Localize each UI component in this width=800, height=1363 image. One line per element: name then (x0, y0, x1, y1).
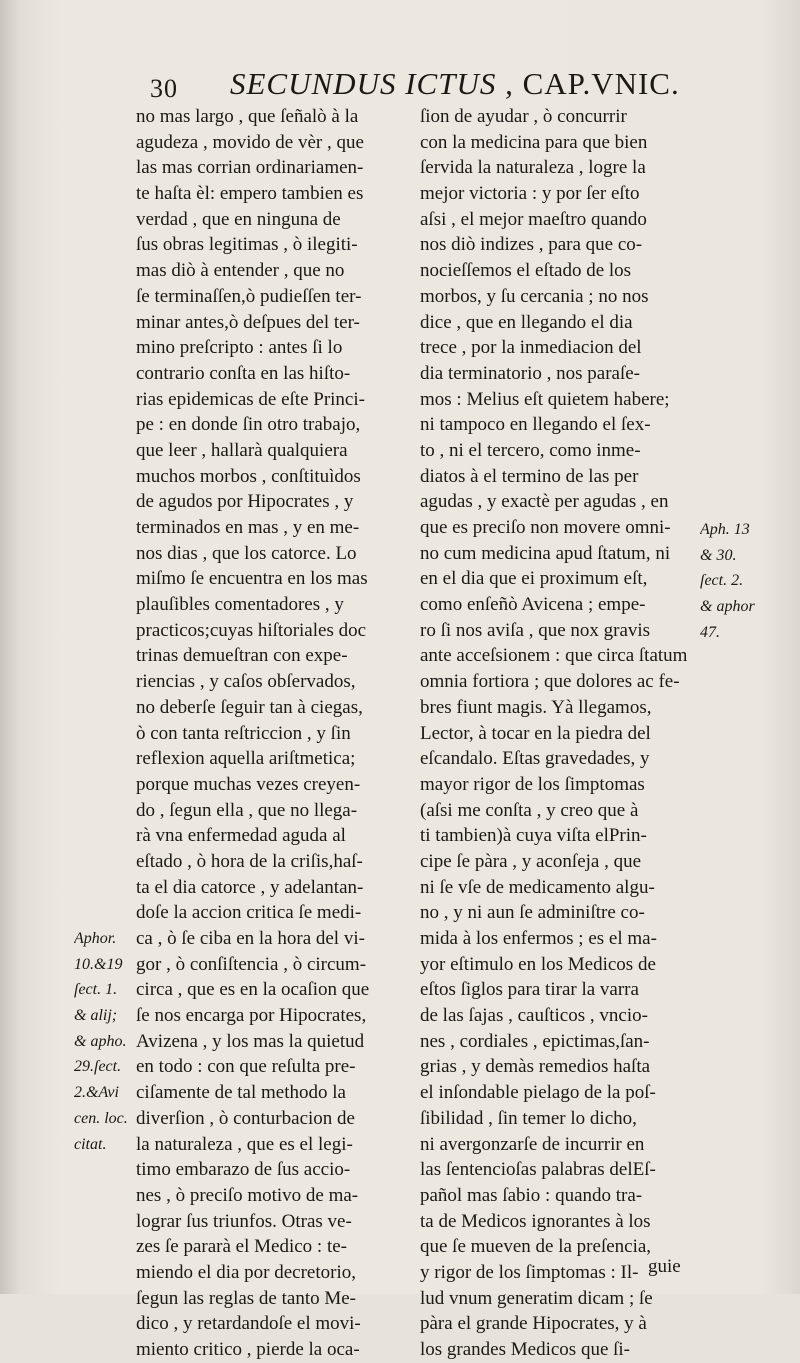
text-line: las mas corrian ordinariamen- (136, 157, 364, 179)
text-line: aſsi , el mejor maeſtro quando (420, 208, 647, 230)
right-text-column (420, 104, 692, 1363)
text-line: la naturaleza , que es el legi- (136, 1133, 353, 1155)
text-line: nos diò indizes , para que co- (420, 234, 643, 256)
text-line: las ſentencioſas palabras delEſ- (420, 1159, 656, 1181)
text-line: que es preciſo non movere omni- (420, 517, 671, 538)
text-line: ſe nos encarga por Hipocrates, (136, 1005, 367, 1027)
text-line: terminados en mas , y en me- (136, 517, 360, 538)
text-line: ta de Medicos ignorantes à los (420, 1210, 651, 1232)
text-line: ſus obras legitimas , ò ilegiti- (136, 234, 358, 256)
text-line: ſegun las reglas de tanto Me- (136, 1287, 357, 1309)
text-line: trinas demueſtran con expe- (136, 645, 348, 667)
text-line: en todo : con que reſulta pre- (136, 1056, 356, 1078)
text-line: ò con tanta reſtriccion , y ſin (136, 722, 351, 744)
text-line: contrario conſta en las hiſto- (136, 362, 351, 384)
running-title (230, 66, 680, 102)
text-line: ca , ò ſe ciba en la hora del vi- (136, 928, 365, 949)
text-line: miendo el dia por decretorio, (136, 1261, 357, 1283)
running-title-text: SECUNDUS ICTUS , (230, 66, 514, 101)
text-line: omnia fortiora ; que dolores ac fe- (420, 671, 680, 693)
text-line: practicos;cuyas hiſtoriales doc (136, 619, 367, 641)
text-line: diatos à el termino de las per (420, 465, 639, 487)
text-line: circa , que es en la ocaſion que (136, 979, 370, 1001)
text-line: agudas , y exactè per agudas , en (420, 491, 669, 513)
text-line: Avizena , y los mas la quietud (136, 1030, 365, 1052)
left-text-column (136, 104, 410, 1363)
text-line: ro ſi nos aviſa , que nox gravis (420, 619, 651, 641)
text-line: ciſamente de tal methodo la (136, 1082, 346, 1104)
text-line: doſe la accion critica ſe medi- (136, 902, 362, 924)
text-line: pe : en donde ſin otro trabajo, (136, 414, 361, 436)
text-line: no deberſe ſeguir tan à ciegas, (136, 696, 363, 718)
text-line: que leer , hallarà qualquiera (136, 439, 348, 461)
text-line: dice , que en llegando el dia (420, 311, 633, 333)
text-line: no cum medicina apud ſtatum, ni (420, 542, 671, 564)
text-line: ni avergonzarſe de incurrir en (420, 1133, 645, 1155)
text-line: citat. (74, 1135, 107, 1153)
text-line: reflexion aquella ariſtmetica; (136, 748, 356, 770)
text-line: como enſeñò Avicena ; empe- (420, 594, 646, 616)
text-line: cen. loc. (74, 1109, 128, 1127)
text-line: & alij; (74, 1007, 118, 1025)
text-line: eſtado , ò hora de la criſis,haſ- (136, 850, 363, 872)
text-line: ſion de ayudar , ò concurrir (420, 106, 627, 127)
text-line: porque muchas vezes creyen- (136, 773, 361, 795)
text-line: grias , y demàs remedios haſta (420, 1056, 651, 1078)
text-line: & apho. (74, 1032, 127, 1050)
text-line: to , ni el tercero, como inme- (420, 439, 641, 461)
text-line: gor , ò conſiſtencia , ò circum- (136, 953, 367, 975)
text-line: mos : Melius eſt quietem habere; (420, 388, 670, 410)
text-line: Aph. 13 (700, 521, 750, 538)
text-line: ni ſe vſe de medicamento algu- (420, 876, 655, 898)
text-line: ta el dia catorce , y adelantan- (136, 876, 364, 898)
text-line: nocieſſemos el eſtado de los (420, 260, 632, 282)
text-line: ni tampoco en llegando el ſex- (420, 414, 651, 436)
text-line: ſect. 2. (700, 572, 744, 590)
text-line: 47. (700, 623, 720, 641)
text-line: ſe terminaſſen,ò pudieſſen ter- (136, 285, 362, 307)
text-line: zes ſe pararà el Medico : te- (136, 1236, 347, 1258)
text-line: diverſion , ò conturbacion de (136, 1107, 355, 1129)
text-line: lud vnum generatim dicam ; ſe (420, 1287, 653, 1309)
text-line: trece , por la inmediacion del (420, 337, 642, 359)
text-line: & 30. (700, 546, 737, 564)
text-line: yor eſtimulo en los Medicos de (420, 953, 656, 975)
text-line: miento critico , pierde la oca- (136, 1339, 360, 1360)
text-line: ti tambien)à cuya viſta elPrin- (420, 825, 647, 847)
text-line: dico , y retardandoſe el movi- (136, 1313, 361, 1335)
chapter-label: CAP.VNIC. (522, 66, 680, 101)
text-line: que ſe mueven de la preſencia, (420, 1236, 652, 1258)
text-line: & aphor (700, 598, 755, 616)
text-line: mino preſcripto : antes ſi lo (136, 337, 343, 359)
catchword: guie (648, 1256, 681, 1277)
text-line: dia terminatorio , nos paraſe- (420, 362, 641, 384)
text-line: timo embarazo de ſus accio- (136, 1159, 351, 1181)
text-line: nes , cordiales , epictimas,ſan- (420, 1030, 650, 1052)
text-line: Lector, à tocar en la piedra del (420, 722, 651, 744)
text-line: rà vna enfermedad aguda al (136, 825, 346, 847)
left-marginal-note (74, 926, 136, 1157)
text-line: ſervida la naturaleza , logre la (420, 157, 646, 179)
page-number: 30 (150, 74, 178, 103)
text-line: te haſta èl: empero tambien es (136, 183, 364, 205)
text-line: plauſibles comentadores , y (136, 594, 344, 616)
page-header (150, 66, 680, 106)
text-line: el inſondable pielago de la poſ- (420, 1082, 656, 1104)
text-line: cipe ſe pàra , y aconſeja , que (420, 850, 642, 872)
text-line: do , ſegun ella , que no llega- (136, 799, 358, 821)
text-line: y rigor de los ſimptomas : Il- (420, 1261, 639, 1283)
text-line: con la medicina para que bien (420, 131, 648, 153)
text-line: 29.ſect. (74, 1058, 122, 1076)
text-line: riencias , y caſos obſervados, (136, 671, 356, 693)
text-line: mayor rigor de los ſimptomas (420, 773, 645, 795)
text-line: pàra el grande Hipocrates, y à (420, 1313, 647, 1335)
text-line: de las ſajas , cauſticos , vncio- (420, 1005, 648, 1027)
text-line: ante acceſsionem : que circa ſtatum (420, 645, 688, 667)
text-line: de agudos por Hipocrates , y (136, 491, 354, 513)
text-line: minar antes,ò deſpues del ter- (136, 311, 360, 333)
text-line: nos dias , que los catorce. Lo (136, 542, 357, 564)
text-line: agudeza , movido de vèr , que (136, 131, 364, 153)
text-line: mas diò à entender , que no (136, 260, 345, 282)
right-marginal-note (700, 517, 792, 645)
text-line: los grandes Medicos que ſi- (420, 1339, 631, 1360)
text-line: morbos, y ſu cercania ; no nos (420, 285, 649, 307)
text-line: miſmo ſe encuentra en los mas (136, 568, 368, 590)
text-line: en el dia que ei proximum eſt, (420, 568, 648, 590)
text-line: Aphor. (74, 930, 117, 947)
text-line: mida à los enfermos ; es el ma- (420, 928, 657, 949)
text-line: bres fiunt magis. Yà llegamos, (420, 696, 652, 718)
text-line: eſcandalo. Eſtas gravedades, y (420, 748, 650, 770)
text-line: lograr ſus triunfos. Otras ve- (136, 1210, 352, 1232)
text-line: mejor victoria : y por ſer eſto (420, 183, 640, 205)
text-line: 2.&Avi (74, 1084, 119, 1102)
text-line: no , y ni aun ſe adminiſtre co- (420, 902, 645, 924)
text-line: 10.&19 (74, 955, 123, 973)
text-line: no mas largo , que ſeñalò à la (136, 106, 359, 127)
text-line: ſect. 1. (74, 981, 118, 999)
text-line: pañol mas ſabio : quando tra- (420, 1184, 643, 1206)
text-line: rias epidemicas de eſte Princi- (136, 388, 365, 410)
text-line: muchos morbos , conſtituìdos (136, 465, 361, 487)
text-line: nes , ò preciſo motivo de ma- (136, 1184, 359, 1206)
text-line: (aſsi me conſta , y creo que à (420, 799, 639, 821)
text-line: ſibilidad , ſin temer lo dicho, (420, 1107, 637, 1129)
text-line: verdad , que en ninguna de (136, 208, 341, 230)
text-line: eſtos ſiglos para tirar la varra (420, 979, 639, 1001)
